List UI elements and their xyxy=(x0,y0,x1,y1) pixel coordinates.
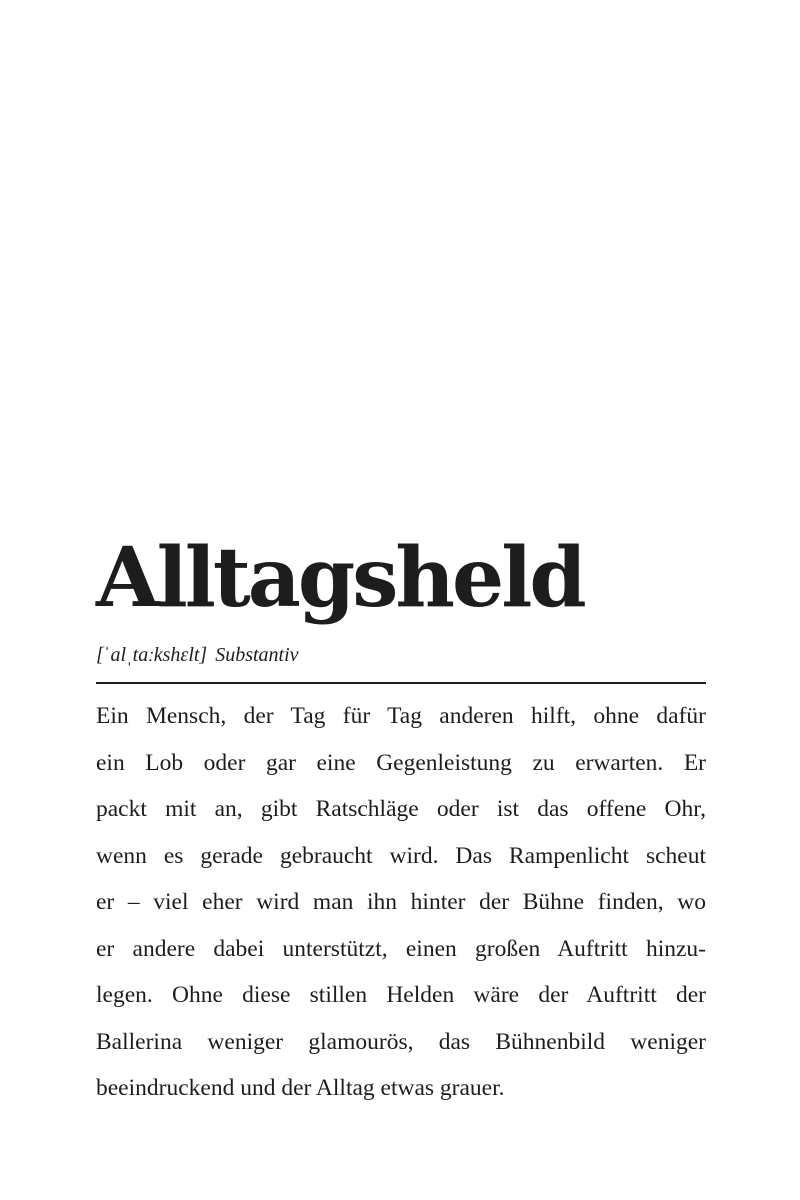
phonetic-transcription: [ˈalˌtaːkshɛlt] xyxy=(96,644,208,666)
divider xyxy=(96,682,706,684)
definition-text xyxy=(96,693,706,1112)
definition-line: ein Lob oder gar eine Gegenleistung zu erwarten. Er xyxy=(96,749,706,776)
definition-line: er andere dabei unterstützt, einen großen Auftritt hinzu- xyxy=(96,935,706,962)
pronunciation-line xyxy=(96,642,706,668)
definition-line: legen. Ohne diese stillen Helden wäre der Auftritt der xyxy=(96,982,706,1008)
definition-line: Ballerina weniger glamourös, das Bühnenbild weniger xyxy=(96,1028,706,1055)
definition-line: wenn es gerade gebraucht wird. Das Rampenlicht scheut xyxy=(96,842,706,869)
definition-line: packt mit an, gibt Ratschläge oder ist das offene Ohr, xyxy=(96,796,706,822)
definition-line: er – viel eher wird man ihn hinter der Bühne finden, wo xyxy=(96,889,706,915)
definition-line: Ein Mensch, der Tag für Tag anderen hilft, ohne dafür xyxy=(96,703,706,729)
dictionary-entry xyxy=(96,528,706,1112)
headword: Alltagsheld xyxy=(96,530,584,626)
definition-line: beeindruckend und der Alltag etwas grauer. xyxy=(96,1075,505,1101)
word-class: Substantiv xyxy=(215,644,299,666)
